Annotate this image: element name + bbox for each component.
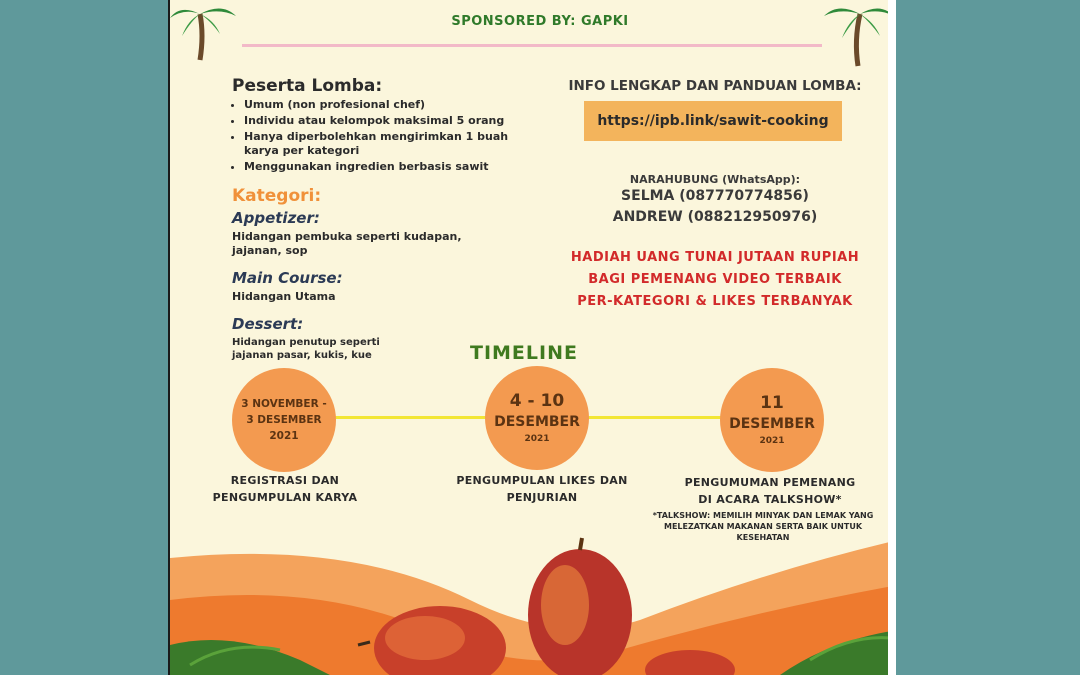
contact-heading: NARAHUBUNG (WhatsApp): <box>629 173 801 186</box>
step-year: 2021 <box>524 434 550 444</box>
label-line: DI ACARA TALKSHOW* <box>698 493 842 506</box>
peserta-list <box>228 98 544 176</box>
list-item: • Hanya diperbolehkan mengirimkan 1 buah karya per kategori <box>244 130 544 158</box>
label-line: REGISTRASI DAN <box>230 474 340 487</box>
category-desc: Hidangan Utama <box>232 290 336 303</box>
step-date: DESEMBER <box>729 416 815 432</box>
timeline-step-2 <box>485 366 589 470</box>
step-date: DESEMBER <box>494 414 580 430</box>
step-date: 3 DESEMBER <box>246 414 322 426</box>
list-item: • Individu atau kelompok maksimal 5 orang <box>244 114 544 128</box>
category-title: Dessert <box>232 315 298 333</box>
label-line: PENGUMPULAN KARYA <box>212 491 358 504</box>
label-line: PENJURIAN <box>506 491 578 504</box>
category-colon: : <box>336 269 343 287</box>
info-title: INFO LENGKAP DAN PANDUAN LOMBA: <box>568 78 862 94</box>
timeline-step-1 <box>232 368 336 472</box>
prize-line: PER-KATEGORI & LIKES TERBANYAK <box>577 294 853 309</box>
talkshow-note: *TALKSHOW: MEMILIH MINYAK DAN LEMAK YANG MELEZATKAN MAKANAN SERTA BAIK UNTUK KESEHATAN <box>652 511 874 542</box>
kategori-heading: Kategori: <box>232 186 322 206</box>
step-year: 2021 <box>759 436 785 446</box>
palm-tree-left-icon <box>170 0 250 70</box>
category-main-course <box>232 269 482 304</box>
palm-fruit-illustration <box>170 530 896 675</box>
category-desc: Hidangan penutup seperti jajanan pasar, kukis, kue <box>232 337 380 361</box>
step-year: 2021 <box>269 430 299 442</box>
prize-line: BAGI PEMENANG VIDEO TERBAIK <box>588 272 842 287</box>
category-title: Appetizer <box>232 209 314 227</box>
poster <box>168 0 896 675</box>
timeline-step-3 <box>720 368 824 472</box>
contact-andrew: ANDREW (088212950976) <box>612 209 818 225</box>
list-item: • Umum (non profesional chef) <box>244 98 544 112</box>
category-dessert <box>232 315 402 362</box>
category-desc: Hidangan pembuka seperti kudapan, jajanan, sop <box>232 230 462 257</box>
guide-link[interactable]: https://ipb.link/sawit-cooking <box>584 101 842 141</box>
category-appetizer <box>232 209 482 258</box>
step-date: 3 NOVEMBER - <box>241 398 327 410</box>
palm-tree-right-icon <box>818 0 896 70</box>
step-date: 11 <box>760 393 784 413</box>
list-item: • Menggunakan ingredien berbasis sawit <box>244 160 544 174</box>
sponsor-text: SPONSORED BY: GAPKI <box>451 14 629 29</box>
peserta-heading: Peserta Lomba: <box>232 76 383 96</box>
label-line: PENGUMUMAN PEMENANG <box>684 476 856 489</box>
timeline-label-1 <box>190 472 380 506</box>
timeline-label-2 <box>442 472 642 506</box>
category-colon: : <box>313 209 320 227</box>
prize-line: HADIAH UANG TUNAI JUTAAN RUPIAH <box>570 250 860 265</box>
timeline-label-3 <box>670 474 870 508</box>
category-title: Main Course <box>232 269 337 287</box>
contact-selma: SELMA (087770774856) <box>621 188 809 204</box>
divider <box>242 44 822 47</box>
label-line: PENGUMPULAN LIKES DAN <box>456 474 628 487</box>
timeline-title: TIMELINE <box>470 342 578 364</box>
category-colon: : <box>297 315 304 333</box>
step-date: 4 - 10 <box>509 391 565 411</box>
